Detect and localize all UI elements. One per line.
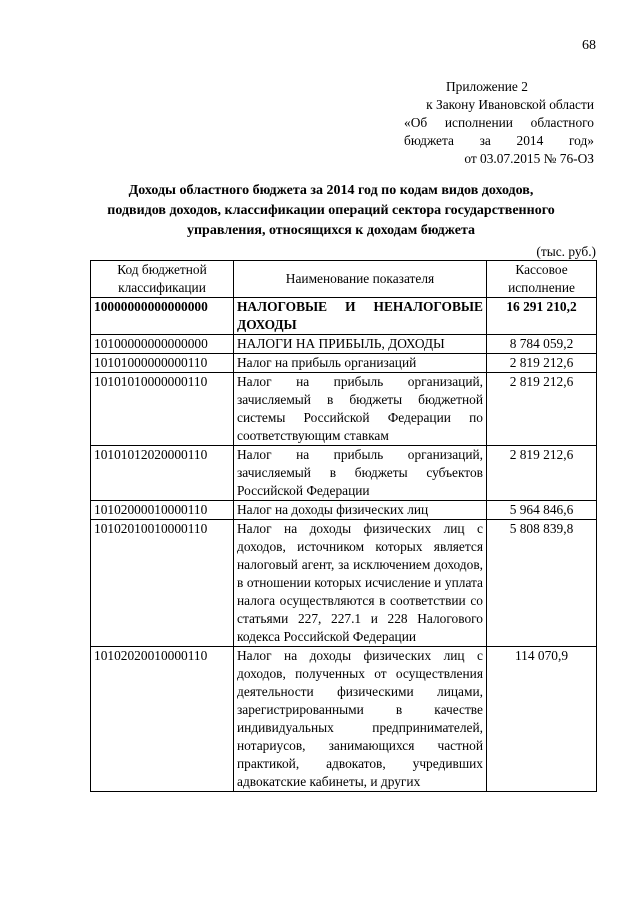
row-name: Налог на доходы физических лиц с доходов, источником которых является налоговый агент, за исключением доходов, в отношении которых исчисление и уплата налога осуществляются в соответствии со статьями 227, 227.1 и 228 Налогового кодекса Российской Федерации xyxy=(234,520,487,647)
row-code: 10101012020000110 xyxy=(91,446,234,501)
header-name: Наименование показателя xyxy=(234,261,487,298)
appendix-line: «Об исполнении областного xyxy=(404,115,594,130)
appendix-line: Приложение 2 xyxy=(446,79,528,94)
row-code: 10100000000000000 xyxy=(91,335,234,354)
row-code: 10102010010000110 xyxy=(91,520,234,647)
appendix-line: к Закону Ивановской области xyxy=(426,97,594,112)
title-line: Доходы областного бюджета за 2014 год по кодам видов доходов, xyxy=(128,183,534,198)
page-number: 68 xyxy=(582,38,596,53)
row-value: 5 964 846,6 xyxy=(487,501,597,520)
table-row xyxy=(91,501,597,520)
row-value: 2 819 212,6 xyxy=(487,446,597,501)
table-row xyxy=(91,446,597,501)
row-code: 10102000010000110 xyxy=(91,501,234,520)
row-name: Налог на доходы физических лиц xyxy=(234,501,487,520)
row-name: Налог на прибыль организаций xyxy=(234,354,487,373)
row-name: Налог на прибыль организаций, зачисляемый в бюджеты бюджетной системы Российской Федерации по соответствующим ставкам xyxy=(234,373,487,446)
table-row xyxy=(91,373,597,446)
table-row xyxy=(91,335,597,354)
appendix-line: бюджета за 2014 год» xyxy=(404,133,594,148)
revenue-table xyxy=(90,260,597,792)
table-header-row xyxy=(91,261,597,298)
table-row xyxy=(91,354,597,373)
row-name: НАЛОГОВЫЕ И НЕНАЛОГОВЫЕ ДОХОДЫ xyxy=(234,298,487,335)
title-line: подвидов доходов, классификации операций сектора государственного xyxy=(107,203,555,218)
row-code: 10101010000000110 xyxy=(91,373,234,446)
title-line: управления, относящихся к доходам бюджета xyxy=(186,223,475,238)
row-code: 10102020010000110 xyxy=(91,647,234,792)
row-value: 114 070,9 xyxy=(487,647,597,792)
row-value: 8 784 059,2 xyxy=(487,335,597,354)
row-code: 10101000000000110 xyxy=(91,354,234,373)
appendix-block xyxy=(404,78,594,168)
row-name: Налог на прибыль организаций, зачисляемый в бюджеты субъектов Российской Федерации xyxy=(234,446,487,501)
table-row xyxy=(91,520,597,647)
row-name: Налог на доходы физических лиц с доходов, полученных от осуществления деятельности физическими лицами, зарегистрированными в качестве индивидуальных предпринимателей, нотариусов, занимающихся частной практикой, адвокатов, учредивших адвокатские кабинеты, и других xyxy=(234,647,487,792)
row-value: 5 808 839,8 xyxy=(487,520,597,647)
row-value: 16 291 210,2 xyxy=(487,298,597,335)
header-value: Кассовое исполнение xyxy=(487,261,597,298)
header-code: Код бюджетной классификации xyxy=(91,261,234,298)
table-row xyxy=(91,647,597,792)
appendix-line: от 03.07.2015 № 76-ОЗ xyxy=(464,151,594,166)
row-code: 10000000000000000 xyxy=(91,298,234,335)
units-label: (тыс. руб.) xyxy=(536,244,596,259)
row-value: 2 819 212,6 xyxy=(487,354,597,373)
row-name: НАЛОГИ НА ПРИБЫЛЬ, ДОХОДЫ xyxy=(234,335,487,354)
table-row xyxy=(91,298,597,335)
document-title xyxy=(96,181,566,241)
row-value: 2 819 212,6 xyxy=(487,373,597,446)
